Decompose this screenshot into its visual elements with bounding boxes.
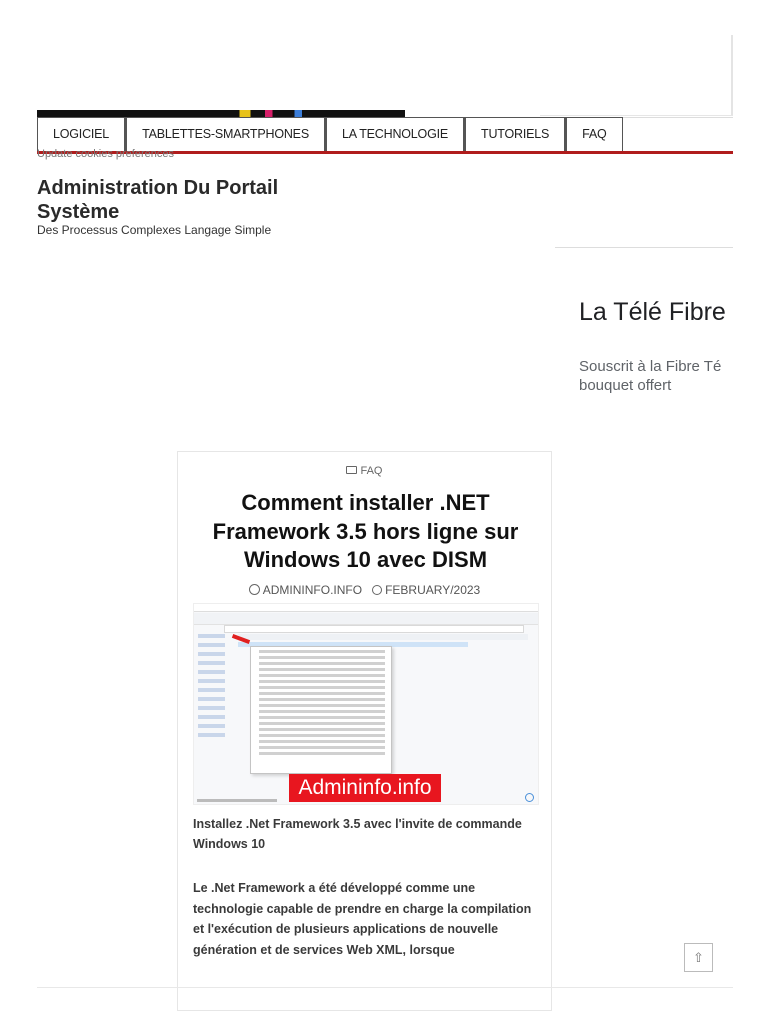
nav-item-tablettes-smartphones[interactable]: TABLETTES-SMARTPHONES [125, 117, 325, 151]
image-file-header [238, 634, 528, 640]
ad-title[interactable]: La Télé Fibre [579, 298, 726, 326]
header-banner-strip [37, 110, 405, 117]
image-chat-icon [525, 793, 534, 802]
folder-icon [346, 466, 357, 474]
post-excerpt-lead: Installez .Net Framework 3.5 avec l'invite de commande Windows 10 [193, 817, 522, 851]
site-tagline: Des Processus Complexes Langage Simple [37, 223, 272, 237]
post-title[interactable]: Comment installer .NET Framework 3.5 hors ligne sur Windows 10 avec DISM [212, 490, 519, 572]
post-date: FEBRUARY/2023 [385, 583, 481, 597]
nav-item-tutoriels[interactable]: TUTORIELS [464, 117, 565, 151]
scroll-to-top-button[interactable] [684, 943, 713, 972]
post-card [177, 451, 552, 1011]
ad-description-line-1: Souscrit à la Fibre Té [579, 358, 722, 375]
clock-icon [372, 585, 382, 595]
image-status-bar [197, 799, 277, 802]
arrow-up-icon: ⇧ [693, 950, 704, 965]
header-divider [540, 115, 733, 116]
post-category-label: FAQ [360, 465, 383, 477]
post-category[interactable] [178, 465, 551, 477]
sidebar-divider [555, 247, 733, 248]
nav-item-logiciel[interactable]: LOGICIEL [37, 117, 125, 151]
post-featured-image[interactable] [193, 603, 539, 805]
ad-description-line-2: bouquet offert [579, 377, 672, 394]
image-folder-tree [198, 634, 232, 764]
image-watermark: Admininfo.info [289, 774, 441, 802]
image-address-bar [224, 625, 524, 633]
nav-item-faq[interactable]: FAQ [565, 117, 622, 151]
image-context-menu [250, 646, 392, 774]
image-window-titlebar [194, 604, 538, 612]
ad-description[interactable] [579, 357, 733, 395]
footer-divider [37, 987, 733, 988]
header-edge [731, 35, 733, 115]
user-icon [249, 584, 260, 595]
post-excerpt-body: Le .Net Framework a été développé comme une technologie capable de prendre en charge la compilation et l'exécution de plusieurs applications de nouvelle génération et de services Web XML, lorsque [193, 881, 532, 957]
post-meta [178, 583, 551, 597]
post-author[interactable]: ADMININFO.INFO [262, 583, 363, 597]
image-window-ribbon [194, 613, 538, 625]
nav-item-la-technologie[interactable]: LA TECHNOLOGIE [325, 117, 464, 151]
nav-filler [623, 117, 733, 151]
site-title[interactable]: Administration Du Portail Système [37, 177, 279, 223]
update-cookies-link[interactable]: Update cookies preferences [37, 148, 174, 160]
